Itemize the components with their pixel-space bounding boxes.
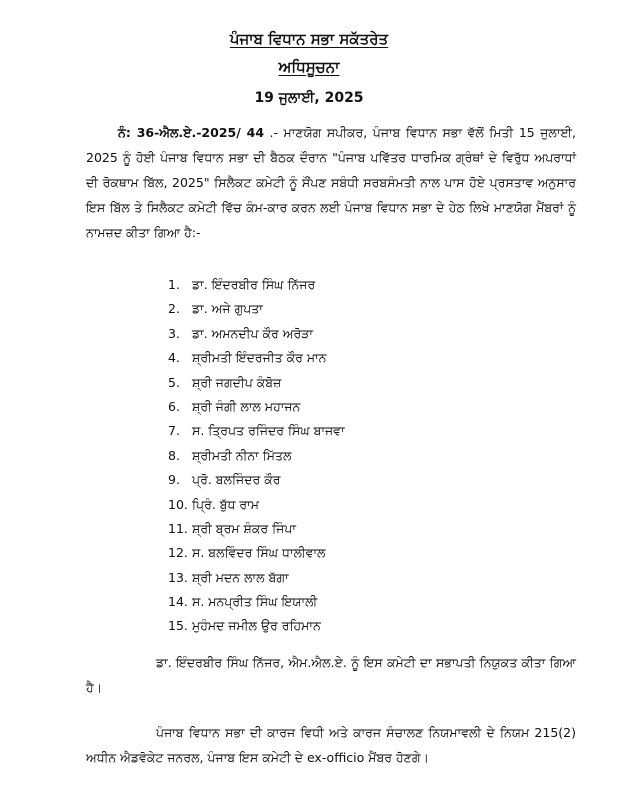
member-number: 9. xyxy=(168,472,180,488)
member-name: ਸ. ਮਨਪ੍ਰੀਤ ਸਿੰਘ ਇਯਾਲੀ xyxy=(192,594,318,610)
member-number: 2. xyxy=(168,301,180,317)
member-name: ਮੁਹੰਮਦ ਜਮੀਲ ਉਰ ਰਹਿਮਾਨ xyxy=(192,618,321,634)
member-list-item xyxy=(168,273,345,297)
intro-text: .- ਮਾਣਯੋਗ ਸਪੀਕਰ, ਪੰਜਾਬ ਵਿਧਾਨ ਸਭਾ ਵੱਲੋਂ ਮਿਤੀ 15 ਜੁਲਾਈ, 2025 ਨੂੰ ਹੋਈ ਪੰਜਾਬ ਵਿਧਾਨ ਸਭਾ ਦੀ ਬੈਠਕ ਦੌਰਾਨ "ਪੰਜਾਬ ਪਵਿੱਤਰ ਧਾਰਮਿਕ ਗ੍ਰੰਥਾਂ ਦੇ ਵਿਰੁੱਧ ਅਪਰਾਧਾਂ ਦੀ ਰੋਕਥਾਮ ਬਿੱਲ, 2025" ਸਿਲੈਕਟ ਕਮੇਟੀ ਨੂੰ ਸੌਂਪਣ ਸਬੰਧੀ ਸਰਬਸੰਮਤੀ ਨਾਲ ਪਾਸ ਹੋਏ ਪ੍ਰਸਤਾਵ ਅਨੁਸਾਰ ਇਸ ਬਿੱਲ ਤੇ ਸਿਲੈਕਟ ਕਮੇਟੀ ਵਿੱਚ ਕੰਮ-ਕਾਰ ਕਰਨ ਲਈ ਪੰਜਾਬ ਵਿਧਾਨ ਸਭਾ ਦੇ ਹੇਠ ਲਿਖੇ ਮਾਣਯੋਗ ਮੈਂਬਰਾਂ ਨੂੰ ਨਾਮਜ਼ਦ ਕੀਤਾ ਗਿਆ ਹੈ:- xyxy=(86,125,576,240)
document-subtitle: ਅਧਿਸੂਚਨਾ xyxy=(278,58,340,76)
member-list-item xyxy=(168,566,345,590)
member-list-item xyxy=(168,517,345,541)
chairman-paragraph: ਡਾ. ਇੰਦਰਬੀਰ ਸਿੰਘ ਨਿੱਜਰ, ਐਮ.ਐਲ.ਏ. ਨੂੰ ਇਸ ਕਮੇਟੀ ਦਾ ਸਭਾਪਤੀ ਨਿਯੁਕਤ ਕੀਤਾ ਗਿਆ ਹੈ। xyxy=(86,655,576,695)
member-list-item xyxy=(168,346,345,370)
member-list-item xyxy=(168,419,345,443)
member-list-item xyxy=(168,493,345,517)
document-title: ਪੰਜਾਬ ਵਿਧਾਨ ਸਭਾ ਸਕੱਤਰੇਤ xyxy=(229,30,389,48)
rules-paragraph: ਪੰਜਾਬ ਵਿਧਾਨ ਸਭਾ ਦੀ ਕਾਰਜ ਵਿਧੀ ਅਤੇ ਕਾਰਜ ਸੰਚਾਲਣ ਨਿਯਮਾਵਲੀ ਦੇ ਨਿਯਮ 215(2) ਅਧੀਨ ਐਡਵੋਕੇਟ ਜਨਰਲ, ਪੰਜਾਬ ਇਸ ਕਮੇਟੀ ਦੇ ex-officio ਮੈਂਬਰ ਹੋਣਗੇ। xyxy=(86,725,576,765)
member-number: 11. xyxy=(168,520,188,536)
member-list-item xyxy=(168,322,345,346)
member-name: ਡਾ. ਅਜੇ ਗੁਪਤਾ xyxy=(192,301,263,317)
member-number: 1. xyxy=(168,277,180,292)
intro-paragraph xyxy=(86,120,576,245)
member-number: 5. xyxy=(168,374,180,390)
member-number: 12. xyxy=(168,545,188,561)
reference-number: ਨੰ: 36-ਐਲ.ਏ.-2025/ 44 xyxy=(118,125,265,140)
member-number: 15. xyxy=(168,618,188,634)
member-list-item xyxy=(168,541,345,565)
member-number: 3. xyxy=(168,325,180,341)
member-name: ਸ. ਤ੍ਰਿਪਤ ਰਜਿੰਦਰ ਸਿੰਘ ਬਾਜਵਾ xyxy=(192,423,345,439)
member-list-item xyxy=(168,590,345,614)
document-date: 19 ਜੁਲਾਈ, 2025 xyxy=(254,90,364,106)
member-number: 7. xyxy=(168,423,180,439)
member-name: ਸ਼੍ਰੀਮਤੀ ਨੀਨਾ ਮਿੱਤਲ xyxy=(192,447,292,463)
member-name: ਡਾ. ਇੰਦਰਬੀਰ ਸਿੰਘ ਨਿੱਜਰ xyxy=(192,277,316,292)
member-list-item xyxy=(168,468,345,492)
member-list-item xyxy=(168,614,345,638)
member-list xyxy=(168,273,345,639)
member-number: 13. xyxy=(168,569,188,585)
member-number: 6. xyxy=(168,398,180,414)
member-name: ਸ. ਬਲਵਿੰਦਰ ਸਿੰਘ ਧਾਲੀਵਾਲ xyxy=(192,545,326,561)
member-number: 14. xyxy=(168,594,188,610)
member-name: ਪ੍ਰੋ. ਬਲਜਿੰਦਰ ਕੌਰ xyxy=(192,472,281,488)
member-name: ਸ਼੍ਰੀ ਬ੍ਰਮ ਸ਼ੰਕਰ ਜਿੰਪਾ xyxy=(192,520,296,536)
member-number: 8. xyxy=(168,447,180,463)
member-name: ਡਾ. ਅਮਨਦੀਪ ਕੌਰ ਅਰੋੜਾ xyxy=(192,325,313,341)
member-name: ਪ੍ਰਿੰ. ਬੁੱਧ ਰਾਮ xyxy=(192,496,259,512)
member-name: ਸ਼੍ਰੀਮਤੀ ਇੰਦਰਜੀਤ ਕੌਰ ਮਾਨ xyxy=(192,350,327,366)
member-list-item xyxy=(168,444,345,468)
member-number: 4. xyxy=(168,350,180,366)
member-list-item xyxy=(168,395,345,419)
member-name: ਸ਼੍ਰੀ ਜਗਦੀਪ ਕੰਬੋਜ਼ xyxy=(192,374,282,390)
member-list-item xyxy=(168,371,345,395)
member-name: ਸ਼੍ਰੀ ਮਦਨ ਲਾਲ ਬੱਗਾ xyxy=(192,569,289,585)
member-name: ਸ਼੍ਰੀ ਜੰਗੀ ਲਾਲ ਮਹਾਜਨ xyxy=(192,398,301,414)
member-number: 10. xyxy=(168,496,188,512)
member-list-item xyxy=(168,297,345,321)
